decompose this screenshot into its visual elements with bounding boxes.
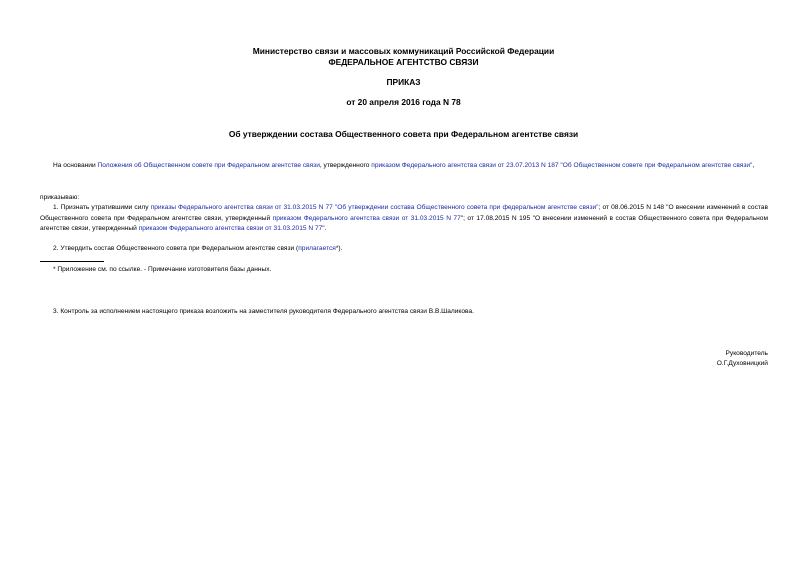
document-type: ПРИКАЗ [386, 77, 421, 87]
intro-paragraph [40, 161, 768, 172]
link-council-regulation[interactable]: Положения об Общественном совете при Федеральном агентстве связи [97, 162, 320, 169]
item1-suffix: ". [322, 225, 327, 233]
footnote: * Приложение см. по ссылке. - Примечание изготовителя базы данных. [53, 266, 272, 273]
intro-prefix: На основании [53, 162, 98, 169]
link-orders-77[interactable]: приказы Федерального агентства связи от 31.03.2015 N 77 "Об утверждении состава Общественного совета при федеральном агентстве связи" [150, 204, 599, 211]
link-order-77-b[interactable]: приказом Федерального агентства связи от 31.03.2015 N 77 [138, 225, 323, 233]
document-title: Об утверждении состава Общественного совета при Федеральном агентстве связи [228, 129, 579, 139]
intro-middle: , утвержденного [319, 162, 372, 169]
item1-middle1: ; от 08.06.2015 N 148 "О внесении изменений в состав Общественного совета при Федеральном агентстве связи, утвержденный [40, 204, 768, 222]
item-1-paragraph [40, 203, 768, 235]
item1-middle2: "; от 17.08.2015 N 195 "О внесении изменений в состав Общественного совета при Федеральном агентстве связи, утвержденный [40, 214, 768, 233]
order-word: приказываю: [40, 194, 80, 201]
link-order-77-a[interactable]: приказом Федерального агентства связи от 31.03.2015 N 77 [272, 214, 461, 222]
ministry-name: Министерство связи и массовых коммуникаций Российской Федерации [252, 46, 555, 56]
signature-position: Руководитель [725, 350, 768, 357]
intro-suffix: , [752, 162, 755, 169]
signature-name: О.Г.Духовницкий [716, 360, 768, 367]
agency-name: ФЕДЕРАЛЬНОЕ АГЕНТСТВО СВЯЗИ [328, 57, 479, 67]
link-order-187[interactable]: приказом Федерального агентства связи от 23.07.2013 N 187 "Об Общественном совете при Федеральном агентстве связи" [371, 162, 753, 169]
link-attachment[interactable]: прилагается [298, 245, 336, 252]
item2-prefix: 2. Утвердить состав Общественного совета при Федеральном агентстве связи ( [53, 245, 299, 252]
item-3-paragraph: 3. Контроль за исполнением настоящего приказа возложить на заместителя руководителя Федерального агентства связи В.В.Шаликова. [53, 308, 474, 315]
item2-suffix: *). [335, 245, 343, 252]
item1-prefix: 1. Признать утратившими силу [53, 204, 151, 211]
document-date-number: от 20 апреля 2016 года N 78 [346, 97, 461, 107]
item-2-paragraph [40, 244, 768, 255]
footnote-divider [40, 261, 104, 262]
